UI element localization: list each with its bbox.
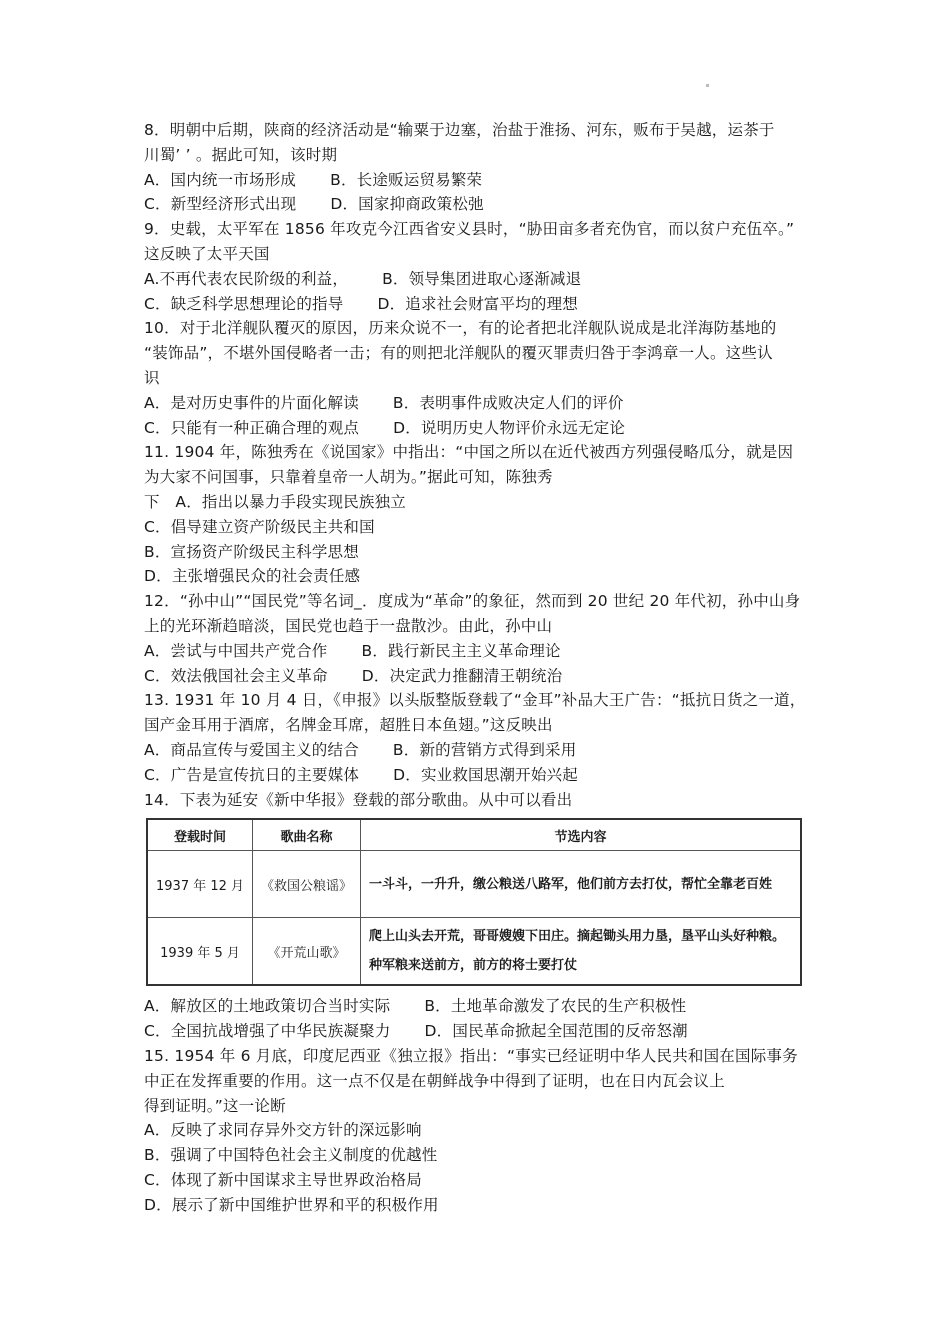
option-d[interactable]: D．展示了新中国维护世界和平的积极作用 <box>144 1195 439 1214</box>
option-a[interactable]: A．反映了求同存异外交方针的深远影响 <box>144 1121 422 1140</box>
question-8-options-row-1 <box>144 168 864 193</box>
option-a[interactable]: A．国内统一市场形成 <box>144 170 297 189</box>
question-12 <box>144 589 864 688</box>
question-13-stem-line-1: 13. 1931 年 10 月 4 日，《申报》以头版整版登载了“金耳”补品大王广告：“抵抗日货之一道， <box>144 691 806 710</box>
question-10-stem-line-2: “装饰品”，不堪外国侵略者一击；有的则把北洋舰队的覆灭罪责归咎于李鸿章一人。这些认 <box>144 344 773 363</box>
question-10-stem-line-3: 识 <box>144 368 160 387</box>
question-8-options-row-2 <box>144 192 864 217</box>
option-c[interactable]: C．效法俄国社会主义革命 <box>144 666 328 685</box>
question-9-options-row-1 <box>144 267 864 292</box>
option-b[interactable]: B．领导集团进取心逐渐减退 <box>382 269 582 288</box>
question-15-stem-line-2: 中正在发挥重要的作用。这一点不仅是在朝鲜战争中得到了证明，也在日内瓦会议上 <box>144 1071 725 1090</box>
table-row <box>147 851 801 918</box>
option-c[interactable]: C．全国抗战增强了中华民族凝聚力 <box>144 1022 391 1041</box>
option-b[interactable]: B．新的营销方式得到采用 <box>392 740 577 759</box>
question-12-stem-line-1: 12．“孙中山”“国民党”等名词_．度成为“革命”的象征，然而到 20 世纪 20 年代初，孙中山身 <box>144 592 801 611</box>
question-15-stem-line-1: 15. 1954 年 6 月底，印度尼西亚《独立报》指出：“事实已经证明中华人民共和国在国际事务 <box>144 1046 798 1065</box>
option-d[interactable]: D．主张增强民众的社会责任感 <box>144 567 361 586</box>
question-12-options-row-2 <box>144 664 864 689</box>
question-10-stem-line-1: 10．对于北洋舰队覆灭的原因，历来众说不一，有的论者把北洋舰队说成是北洋海防基地的 <box>144 319 777 338</box>
option-d[interactable]: D．国家抑商政策松弛 <box>330 195 484 214</box>
option-b[interactable]: B．长途贩运贸易繁荣 <box>330 170 483 189</box>
question-9-stem-line-1: 9．史载，太平军在 1856 年攻克今江西省安义县时，“胁田亩多者充伪官，而以贫户充伍卒。” <box>144 220 795 239</box>
question-10-options-row-2 <box>144 416 864 441</box>
option-a[interactable]: A．解放区的土地政策切合当时实际 <box>144 997 391 1016</box>
question-8 <box>144 118 864 217</box>
table-cell-excerpt: 一斗斗，一升升，缴公粮送八路军，他们前方去打仗，帮忙全靠老百姓 <box>361 851 801 918</box>
question-10-options-row-1 <box>144 391 864 416</box>
option-b[interactable]: B．强调了中国特色社会主义制度的优越性 <box>144 1146 438 1165</box>
option-d[interactable]: D．实业救国思潮开始兴起 <box>393 765 578 784</box>
option-c[interactable]: C．倡导建立资产阶级民主共和国 <box>144 517 375 536</box>
question-11-option-a-line[interactable]: 下 A．指出以暴力手段实现民族独立 <box>144 492 407 511</box>
option-b[interactable]: B．宣扬资产阶级民主科学思想 <box>144 542 359 561</box>
table-header-cell: 登载时间 <box>147 819 253 851</box>
option-a[interactable]: A．尝试与中国共产党合作 <box>144 641 328 660</box>
table-row <box>147 918 801 986</box>
songs-table <box>146 818 802 986</box>
question-15 <box>144 1044 864 1218</box>
question-14-options-row-2 <box>144 1019 864 1044</box>
table-cell-date: 1937 年 12 月 <box>147 851 253 918</box>
question-15-stem-line-3: 得到证明。”这一论断 <box>144 1096 286 1115</box>
question-11-stem-line-2: 为大家不问国事，只靠着皇帝一人胡为。”据此可知，陈独秀 <box>144 468 553 487</box>
option-d[interactable]: D．国民革命掀起全国范围的反帝怒潮 <box>424 1022 688 1041</box>
option-a[interactable]: A.不再代表农民阶级的利益， <box>144 269 349 288</box>
table-header-cell: 节选内容 <box>361 819 801 851</box>
option-c[interactable]: C．体现了新中国谋求主导世界政治格局 <box>144 1170 422 1189</box>
table-cell-date: 1939 年 5 月 <box>147 918 253 986</box>
option-b[interactable]: B．土地革命激发了农民的生产积极性 <box>424 997 687 1016</box>
question-13-options-row-1 <box>144 738 864 763</box>
question-11 <box>144 440 864 589</box>
question-14-stem-line-1: 14．下表为延安《新中华报》登载的部分歌曲。从中可以看出 <box>144 790 573 809</box>
option-c[interactable]: C．缺乏科学思想理论的指导 <box>144 294 344 313</box>
question-13 <box>144 688 864 787</box>
table-cell-song: 《开荒山歌》 <box>253 918 361 986</box>
option-a[interactable]: A．商品宣传与爱国主义的结合 <box>144 740 359 759</box>
question-8-stem-line-1: 8．明朝中后期，陕商的经济活动是“输粟于边塞，治盐于淮扬、河东，贩布于吴越，运茶于 <box>144 121 775 139</box>
option-b[interactable]: B．践行新民主主义革命理论 <box>361 641 561 660</box>
question-9-options-row-2 <box>144 292 864 317</box>
table-header-cell: 歌曲名称 <box>253 819 361 851</box>
table-header-row <box>147 819 801 851</box>
question-10 <box>144 316 864 440</box>
question-9 <box>144 217 864 316</box>
question-13-stem-line-2: 国产金耳用于酒席，名牌金耳席，超胜日本鱼翅。”这反映出 <box>144 716 553 735</box>
table-cell-song: 《救国公粮谣》 <box>253 851 361 918</box>
question-14 <box>144 788 864 1044</box>
question-9-stem-line-2: 这反映了太平天国 <box>144 244 270 263</box>
question-8-stem-line-2: 川蜀’ ’ 。据此可知，该时期 <box>144 145 338 164</box>
question-14-options-row-1 <box>144 994 864 1019</box>
question-11-stem-line-1: 11. 1904 年，陈独秀在《说国家》中指出：“中国之所以在近代被西方列强侵略瓜分，就是因 <box>144 443 794 462</box>
table-cell-excerpt: 爬上山头去开荒，哥哥嫂嫂下田庄。摘起锄头用力垦，垦平山头好种粮。种军粮来送前方，前方的将士要打仗 <box>361 918 801 986</box>
question-12-stem-line-2: 上的光环渐趋暗淡，国民党也趋于一盘散沙。由此，孙中山 <box>144 616 553 635</box>
questions-body <box>144 118 864 1217</box>
option-a[interactable]: A．是对历史事件的片面化解读 <box>144 393 359 412</box>
question-12-options-row-1 <box>144 639 864 664</box>
scan-dot <box>706 84 709 87</box>
option-c[interactable]: C．新型经济形式出现 <box>144 195 297 214</box>
option-d[interactable]: D．说明历史人物评价永远无定论 <box>393 418 626 437</box>
option-c[interactable]: C．广告是宣传抗日的主要媒体 <box>144 765 360 784</box>
option-d[interactable]: D．追求社会财富平均的理想 <box>377 294 578 313</box>
question-13-options-row-2 <box>144 763 864 788</box>
option-c[interactable]: C．只能有一种正确合理的观点 <box>144 418 360 437</box>
option-d[interactable]: D．决定武力推翻清王朝统治 <box>361 666 563 685</box>
option-b[interactable]: B．表明事件成败决定人们的评价 <box>392 393 624 412</box>
